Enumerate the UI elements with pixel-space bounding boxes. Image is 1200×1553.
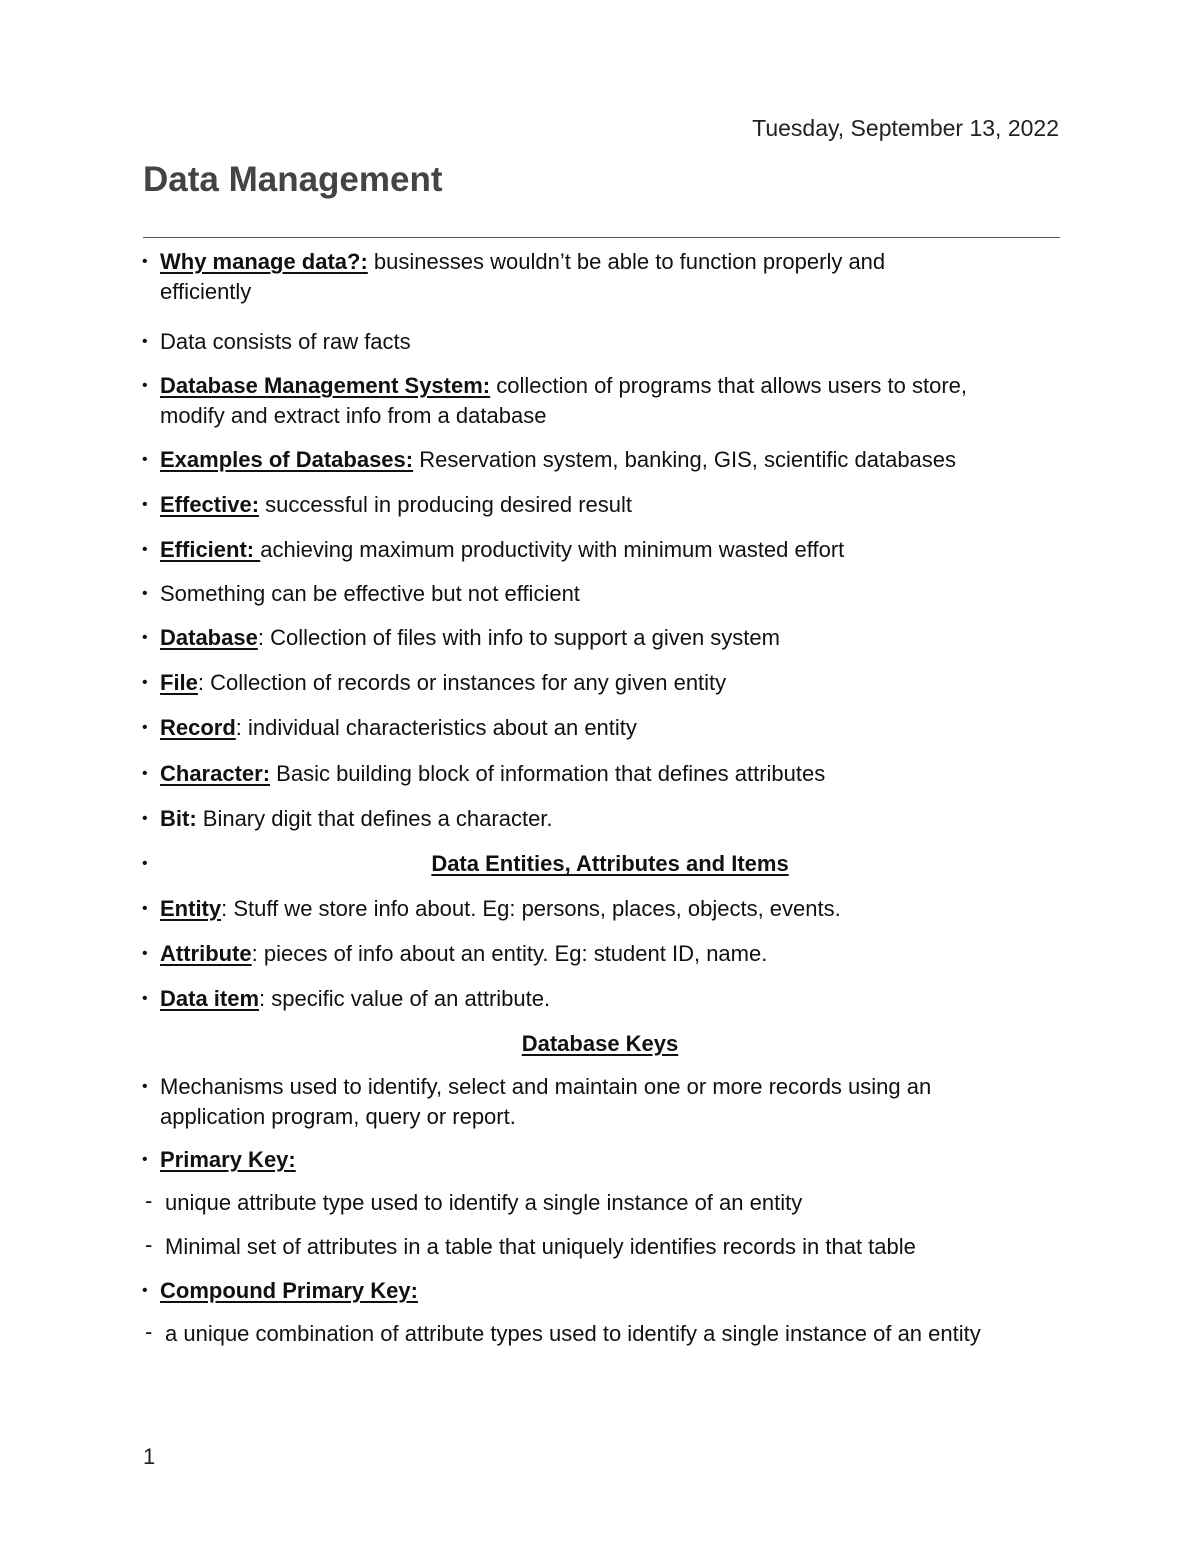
bullet-icon: • <box>142 719 148 736</box>
bullet-icon: • <box>142 765 148 782</box>
term-label: Examples of Databases: <box>160 447 414 472</box>
list-item-database <box>142 623 1060 653</box>
list-item-data-item <box>142 984 1060 1014</box>
term-label: Primary Key: <box>160 1147 296 1172</box>
bullet-icon: • <box>142 496 148 513</box>
list-item-compound-primary-key <box>142 1276 1060 1306</box>
term-label: Character: <box>160 761 271 786</box>
bullet-icon: • <box>142 990 148 1007</box>
sub-item-minimal-set <box>145 1232 1065 1262</box>
bullet-icon: • <box>142 629 148 646</box>
item-text: Basic building block of information that defines attributes <box>270 761 826 786</box>
bullet-icon: • <box>142 451 148 468</box>
list-item-efficient <box>142 535 1060 565</box>
section-heading-entities <box>142 849 1060 879</box>
item-text: Data consists of raw facts <box>160 329 411 354</box>
list-item-why-manage-data <box>142 247 1060 307</box>
term-label: Data item <box>160 986 260 1011</box>
list-item-character <box>142 759 1060 789</box>
list-item-effective <box>142 490 1060 520</box>
item-text: successful in producing desired result <box>259 492 633 517</box>
term-label: Why manage data?: <box>160 249 368 274</box>
heading-label: Data Entities, Attributes and Items <box>431 851 789 876</box>
bullet-icon: • <box>142 1282 148 1299</box>
page-number: 1 <box>143 1444 156 1469</box>
item-text: unique attribute type used to identify a single instance of an entity <box>165 1190 803 1215</box>
term-label: File <box>160 670 198 695</box>
item-text-continued: efficiently <box>160 279 252 304</box>
heading-label: Database Keys <box>521 1031 679 1056</box>
term-label: Database <box>160 625 258 650</box>
document-title: Data Management <box>143 160 443 199</box>
item-text: : pieces of info about an entity. Eg: student ID, name. <box>251 941 768 966</box>
bullet-icon: • <box>142 541 148 558</box>
bullet-icon: • <box>142 1078 148 1095</box>
term-label: Attribute <box>160 941 252 966</box>
item-text: a unique combination of attribute types used to identify a single instance of an entity <box>165 1321 981 1346</box>
title-divider <box>143 237 1060 238</box>
term-label: Bit: <box>160 806 197 831</box>
bullet-icon: • <box>142 1151 148 1168</box>
term-label: Record <box>160 715 236 740</box>
dash-icon: - <box>145 1188 153 1213</box>
list-item-mechanisms <box>142 1072 1060 1132</box>
bullet-icon: • <box>142 333 148 350</box>
bullet-icon: • <box>142 945 148 962</box>
dash-icon: - <box>145 1319 153 1344</box>
bullet-icon: • <box>142 900 148 917</box>
list-item-examples <box>142 445 1060 475</box>
item-text-continued: modify and extract info from a database <box>160 403 547 428</box>
term-label: Compound Primary Key: <box>160 1278 418 1303</box>
term-label: Efficient: <box>160 537 261 562</box>
sub-item-unique-attribute <box>145 1188 1065 1218</box>
term-label: Database Management System: <box>160 373 491 398</box>
item-text: Mechanisms used to identify, select and maintain one or more records using an <box>160 1074 932 1099</box>
list-item-primary-key <box>142 1145 1060 1175</box>
list-item-dbms <box>142 371 1060 431</box>
item-text: Minimal set of attributes in a table that uniquely identifies records in that table <box>165 1234 916 1259</box>
section-heading-keys <box>150 1029 1050 1059</box>
list-item-file <box>142 668 1060 698</box>
item-text: : specific value of an attribute. <box>259 986 551 1011</box>
list-item-effective-not-efficient <box>142 579 1060 609</box>
list-item-bit <box>142 804 1060 834</box>
item-text: collection of programs that allows users to store, <box>490 373 968 398</box>
list-item-raw-facts <box>142 327 1060 357</box>
item-text: Something can be effective but not efficient <box>160 581 580 606</box>
item-text: businesses wouldn’t be able to function properly and <box>367 249 886 274</box>
sub-item-unique-combination <box>145 1319 1065 1349</box>
item-text-continued: application program, query or report. <box>160 1104 516 1129</box>
item-text: achieving maximum productivity with minimum wasted effort <box>260 537 845 562</box>
term-label: Effective: <box>160 492 260 517</box>
item-text: : individual characteristics about an entity <box>235 715 637 740</box>
bullet-icon: • <box>142 585 148 602</box>
item-text: : Stuff we store info about. Eg: persons, places, objects, events. <box>221 896 841 921</box>
item-text: Binary digit that defines a character. <box>196 806 553 831</box>
list-item-attribute <box>142 939 1060 969</box>
list-item-entity <box>142 894 1060 924</box>
bullet-icon: • <box>142 810 148 827</box>
bullet-icon: • <box>142 855 148 872</box>
bullet-icon: • <box>142 674 148 691</box>
item-text: : Collection of records or instances for any given entity <box>197 670 727 695</box>
bullet-icon: • <box>142 253 148 270</box>
item-text: Reservation system, banking, GIS, scientific databases <box>413 447 957 472</box>
dash-icon: - <box>145 1232 153 1257</box>
document-date: Tuesday, September 13, 2022 <box>752 115 1059 141</box>
bullet-icon: • <box>142 377 148 394</box>
list-item-record <box>142 713 1060 743</box>
item-text: : Collection of files with info to support a given system <box>257 625 780 650</box>
term-label: Entity <box>160 896 222 921</box>
